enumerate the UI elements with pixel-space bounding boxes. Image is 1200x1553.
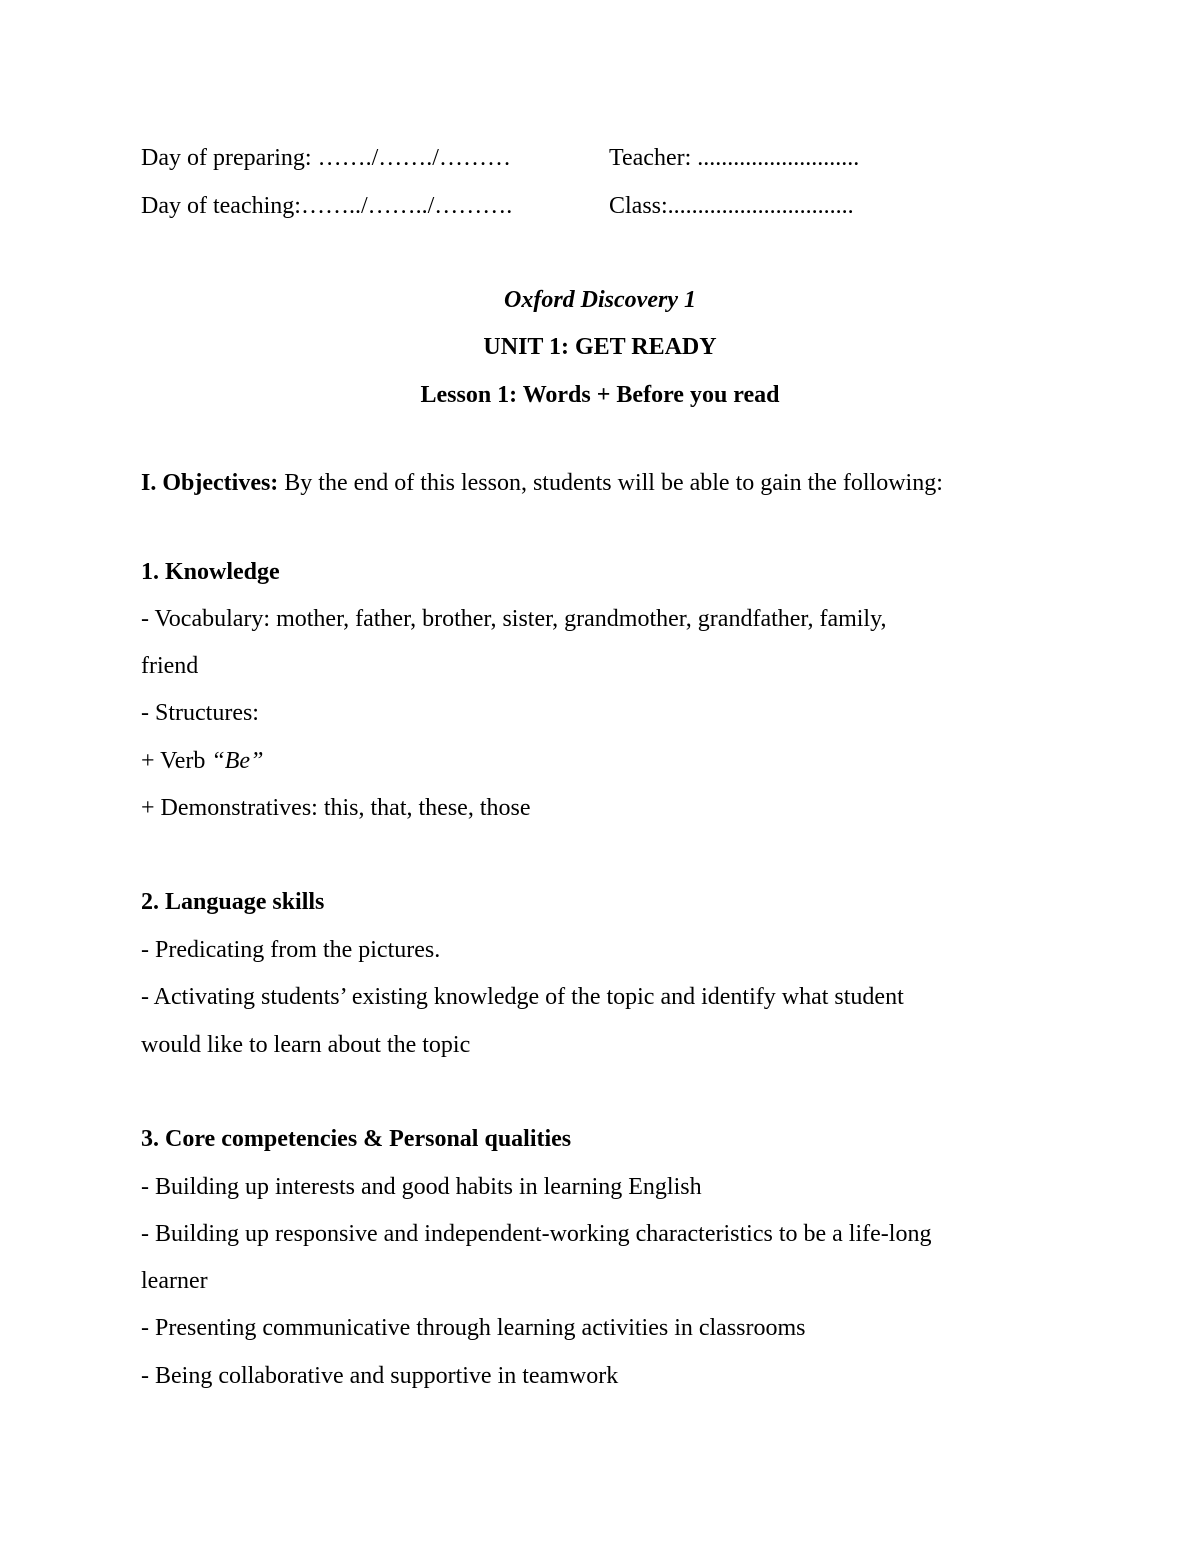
structures-label: - Structures: — [141, 700, 259, 726]
core-item-2-line-1: - Building up responsive and independent-working characteristics to be a life-long — [141, 1221, 932, 1247]
language-skill-item-2-line-2: would like to learn about the topic — [141, 1032, 471, 1058]
vocabulary-line-2: friend — [141, 653, 199, 679]
verb-be: “Be” — [211, 748, 264, 774]
teacher-field: Teacher: ........................... — [609, 145, 860, 171]
core-item-4: - Being collaborative and supportive in teamwork — [141, 1363, 619, 1389]
class-field: Class:............................... — [609, 193, 854, 219]
objectives-label: I. Objectives: — [141, 470, 279, 496]
knowledge-heading: 1. Knowledge — [141, 559, 280, 585]
core-item-3: - Presenting communicative through learning activities in classrooms — [141, 1315, 806, 1341]
core-item-1: - Building up interests and good habits in learning English — [141, 1174, 702, 1200]
objectives-text: By the end of this lesson, students will be able to gain the following: — [278, 470, 943, 496]
objectives-line — [141, 468, 943, 498]
verb-prefix: + Verb — [141, 748, 212, 774]
core-item-2-line-2: learner — [141, 1268, 208, 1294]
book-title: Oxford Discovery 1 — [504, 287, 696, 313]
core-competencies-heading: 3. Core competencies & Personal qualities — [141, 1126, 572, 1152]
language-skill-item-1: - Predicating from the pictures. — [141, 937, 441, 963]
unit-title: UNIT 1: GET READY — [483, 334, 717, 360]
day-of-teaching: Day of teaching:……../……../………. — [141, 193, 513, 219]
day-of-preparing: Day of preparing: ……./……./……… — [141, 145, 511, 171]
lesson-title: Lesson 1: Words + Before you read — [420, 382, 780, 408]
language-skills-heading: 2. Language skills — [141, 889, 325, 915]
demonstratives-line: + Demonstratives: this, that, these, those — [141, 795, 531, 821]
language-skill-item-2-line-1: - Activating students’ existing knowledge of the topic and identify what student — [141, 984, 904, 1010]
verb-be-line — [141, 746, 263, 776]
vocabulary-line-1: - Vocabulary: mother, father, brother, sister, grandmother, grandfather, family, — [141, 606, 887, 632]
